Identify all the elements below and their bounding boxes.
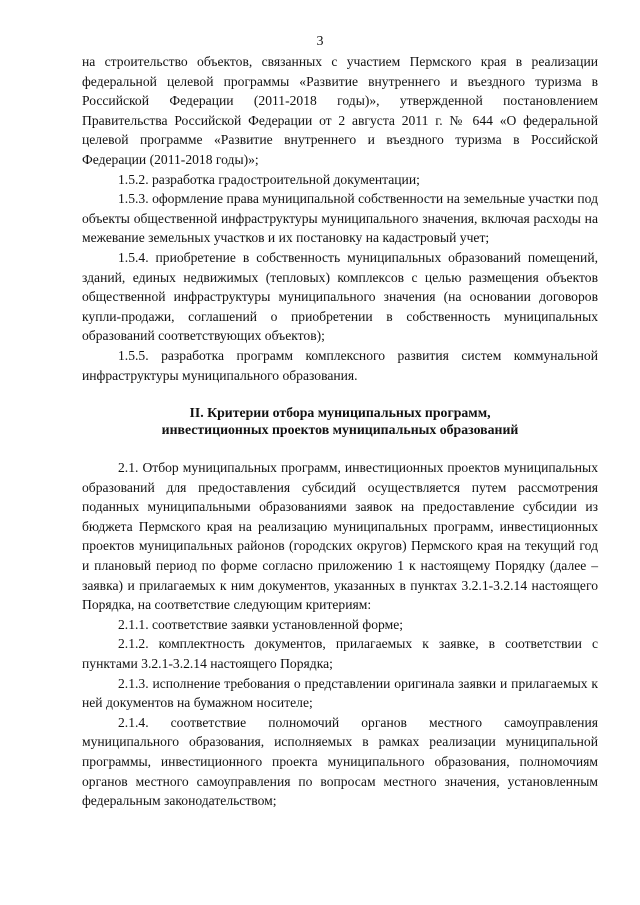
section-heading	[82, 404, 598, 438]
paragraph-1-5-2: 1.5.2. разработка градостроительной документации;	[118, 171, 420, 187]
paragraph-2-1-1: 2.1.1. соответствие заявки установленной форме;	[118, 616, 404, 632]
section-heading-line-2: инвестиционных проектов муниципальных образований	[161, 422, 519, 438]
paragraph-continuation: на строительство объектов, связанных с участием Пермского края в реализации федеральной целевой программы «Развитие внутреннего и въездного туризма в Российской Федерации (2011-2018 годы)», утвержденной постановлением Правительства Российской Федерации от 2 августа 2011 г. № 644 «О федеральной целевой программе «Развитие внутреннего и въездного туризма в Российской Федерации (2011-2018 годы)»;	[82, 54, 598, 167]
paragraph-2-1-3: 2.1.3. исполнение требования о представлении оригинала заявки и прилагаемых к ней документов на бумажном носителе;	[82, 675, 598, 711]
page-number: 3	[316, 34, 324, 49]
document-body	[82, 52, 598, 811]
paragraph-2-1: 2.1. Отбор муниципальных программ, инвестиционных проектов муниципальных образований для предоставления субсидий осуществляется путем рассмотрения поданных муниципальными образованиями заявок на предоставление субсидии из бюджета Пермского края на реализацию муниципальных программ, инвестиционных проектов муниципальных районов (городских округов) Пермского края на текущий год и плановый период по форме согласно приложению 1 к настоящему Порядку (далее – заявка) и прилагаемых к ним документов, указанных в пунктах 3.2.1-3.2.14 настоящего Порядка, на соответствие следующим критериям:	[82, 460, 598, 613]
paragraph-2-1-4: 2.1.4. соответствие полномочий органов местного самоуправления муниципального образования, исполняемых в рамках реализации муниципальной программы, инвестиционного проекта муниципального образования, полномочиям органов местного самоуправления по вопросам местного значения, установленным федеральным законодательством;	[82, 714, 598, 809]
paragraph-1-5-3: 1.5.3. оформление права муниципальной собственности на земельные участки под объекты общественной инфраструктуры муниципального значения, включая расходы на межевание земельных участков и их постановку на кадастровый учет;	[82, 191, 598, 246]
paragraph-2-1-2: 2.1.2. комплектность документов, прилагаемых к заявке, в соответствии с пунктами 3.2.1-3.2.14 настоящего Порядка;	[82, 636, 598, 672]
paragraph-1-5-4: 1.5.4. приобретение в собственность муниципальных образований помещений, зданий, единых недвижимых (тепловых) комплексов с целью размещения объектов общественной инфраструктуры муниципального значения (на основании договоров купли-продажи, соглашений о приобретении в собственность муниципальных образований соответствующих объектов);	[82, 249, 598, 344]
paragraph-1-5-5: 1.5.5. разработка программ комплексного развития систем коммунальной инфраструктуры муниципального образования.	[82, 347, 598, 383]
section-heading-line-1: II. Критерии отбора муниципальных программ,	[189, 405, 491, 421]
